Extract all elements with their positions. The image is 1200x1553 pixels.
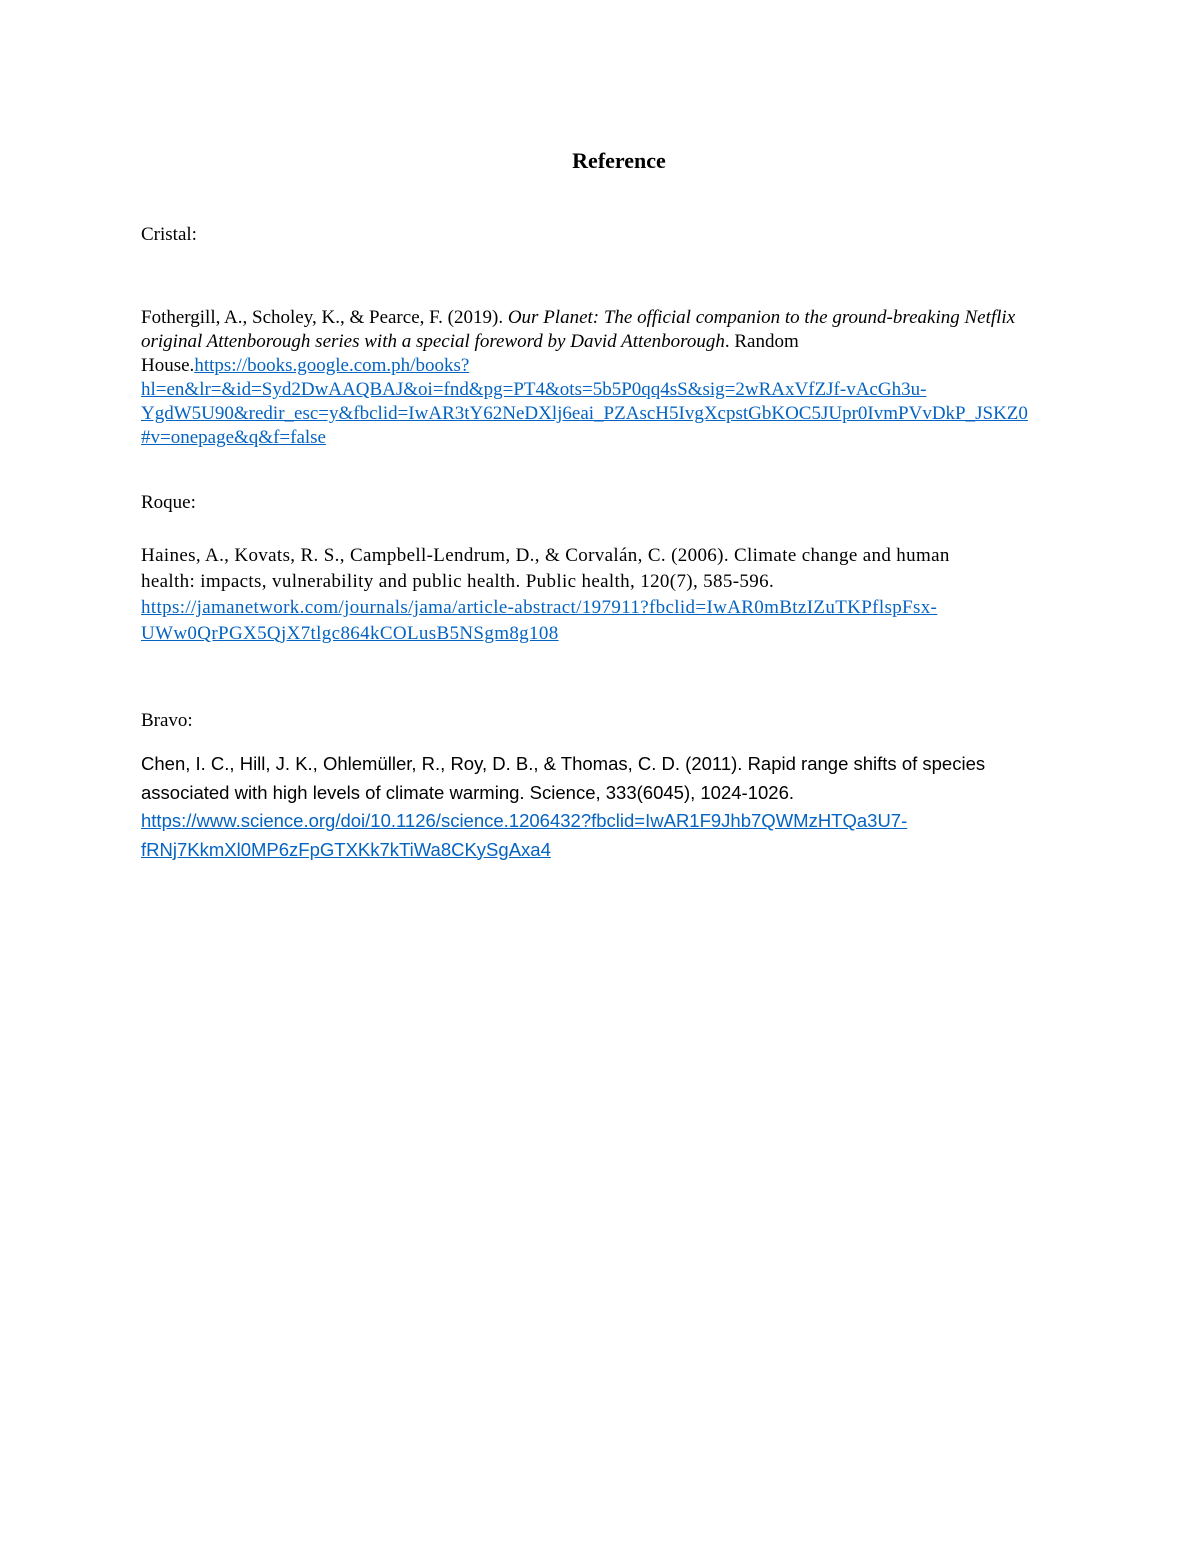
citation-text: Haines, A., Kovats, R. S., Campbell-Lendrum, D., & Corvalán, C. (2006). Climate change and human [141, 545, 950, 566]
citation-authors: Fothergill, A., Scholey, K., & Pearce, F. (2019). [141, 307, 504, 328]
citation-link[interactable]: UWw0QrPGX5QjX7tlgc864kCOLusB5NSgm8g108 [141, 623, 559, 644]
citation-text: Chen, I. C., Hill, J. K., Ohlemüller, R., Roy, D. B., & Thomas, C. D. (2011). Rapid range shifts of species [141, 753, 986, 774]
citation-publisher-cont: House. [141, 355, 195, 376]
citation-link[interactable]: fRNj7KkmXl0MP6zFpGTXKk7kTiWa8CKySgAxa4 [141, 838, 551, 860]
citation-link[interactable]: https://www.science.org/doi/10.1126/science.1206432?fbclid=IwAR1F9Jhb7QWMzHTQa3U7- [141, 810, 908, 831]
citation-text: associated with high levels of climate warming. Science, 333(6045), 1024-1026. [141, 781, 795, 803]
citation-publisher: . Random [724, 331, 799, 352]
citation-title-cont: original Attenborough series with a special foreword by David Attenborough [141, 331, 725, 352]
section-label-bravo: Bravo: [141, 710, 193, 731]
citation-link[interactable]: https://jamanetwork.com/journals/jama/article-abstract/197911?fbclid=IwAR0mBtzIZuTKPflspFsx- [141, 597, 938, 618]
citation-link[interactable]: https://books.google.com.ph/books? [194, 355, 470, 376]
citation-roque [141, 543, 1081, 647]
page-title: Reference [572, 148, 666, 173]
section-label-roque: Roque: [141, 492, 196, 513]
citation-link[interactable]: YgdW5U90&redir_esc=y&fbclid=IwAR3tY62NeDXlj6eai_PZAscH5IvgXcpstGbKOC5JUpr0IvmPVvDkP_JSKZ0 [141, 403, 1028, 424]
citation-title: Our Planet: The official companion to the ground-breaking Netflix [507, 307, 1016, 328]
citation-bravo [141, 750, 1081, 864]
citation-text: health: impacts, vulnerability and public health. Public health, 120(7), 585-596. [141, 571, 775, 592]
citation-link[interactable]: #v=onepage&q&f=false [141, 427, 326, 448]
citation-cristal [141, 306, 1081, 450]
citation-link[interactable]: hl=en&lr=&id=Syd2DwAAQBAJ&oi=fnd&pg=PT4&ots=5b5P0qq4sS&sig=2wRAxVfZJf-vAcGh3u- [141, 379, 927, 400]
section-label-cristal: Cristal: [141, 224, 197, 245]
